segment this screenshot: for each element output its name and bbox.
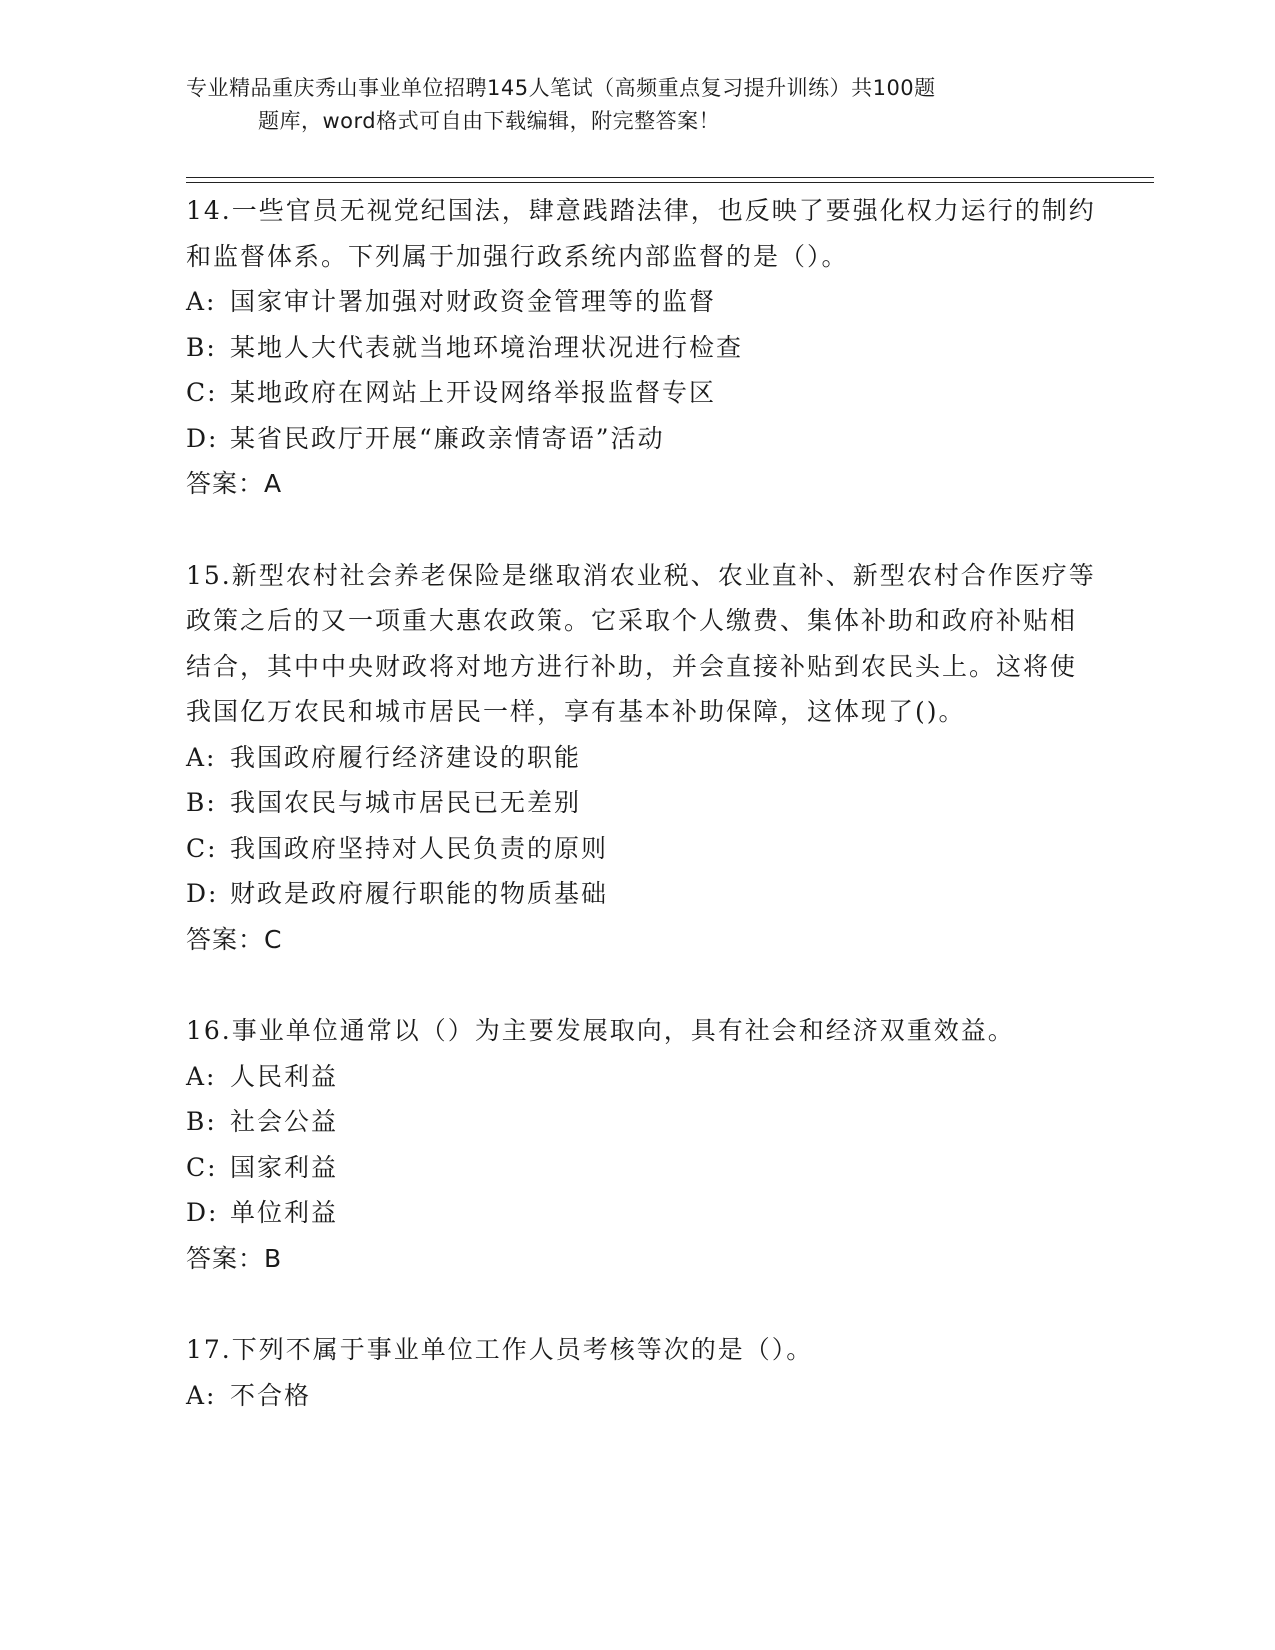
header-title-line2: 题库，word格式可自由下载编辑，附完整答案！	[258, 109, 721, 133]
question-text: 14.一些官员无视党纪国法，肆意践踏法律，也反映了要强化权力运行的制约和监督体系。下列属于加强行政系统内部监督的是（）。	[186, 196, 1096, 271]
option-text: 不合格	[230, 1380, 312, 1410]
option-text: 我国政府坚持对人民负责的原则	[230, 833, 609, 863]
header-title-line1: 专业精品重庆秀山事业单位招聘145人笔试（高频重点复习提升训练）共100题	[186, 76, 936, 100]
option-letter: C:	[186, 1152, 218, 1182]
option-text: 社会公益	[230, 1107, 339, 1136]
option-text: 单位利益	[230, 1198, 339, 1227]
option-text: 我国政府履行经济建设的职能	[230, 742, 582, 772]
option-a	[186, 735, 1096, 781]
option-a	[186, 1054, 1096, 1100]
option-letter: A:	[186, 742, 217, 772]
option-a	[186, 279, 1096, 325]
question-16	[186, 1008, 1096, 1281]
option-letter: D:	[186, 879, 219, 908]
option-text: 某省民政厅开展“廉政亲情寄语”活动	[230, 423, 665, 453]
option-letter: A:	[186, 287, 217, 316]
option-letter: A:	[186, 1061, 217, 1091]
option-text: 人民利益	[230, 1061, 339, 1091]
option-letter: B:	[186, 1107, 217, 1136]
answer-line: 答案：A	[186, 469, 283, 498]
option-text: 国家审计署加强对财政资金管理等的监督	[230, 287, 717, 316]
answer-line: 答案：C	[186, 924, 283, 954]
document-header	[186, 72, 1086, 138]
header-rule-top	[186, 177, 1154, 178]
header-rule-bottom	[186, 182, 1154, 183]
question-list	[186, 188, 1096, 1464]
option-text: 我国农民与城市居民已无差别	[230, 788, 582, 817]
option-letter: D:	[186, 1198, 219, 1227]
option-letter: D:	[186, 423, 219, 453]
option-d	[186, 871, 1096, 917]
option-letter: C:	[186, 833, 218, 863]
option-text: 国家利益	[230, 1152, 339, 1182]
option-b	[186, 1099, 1096, 1145]
option-text: 某地人大代表就当地环境治理状况进行检查	[230, 332, 744, 362]
option-d	[186, 416, 1096, 462]
option-letter: C:	[186, 378, 218, 407]
option-letter: B:	[186, 788, 217, 817]
option-letter: A:	[186, 1380, 217, 1410]
question-text: 15.新型农村社会养老保险是继取消农业税、农业直补、新型农村合作医疗等政策之后的又一项重大惠农政策。它采取个人缴费、集体补助和政府补贴相结合，其中中央财政将对地方进行补助，并会直接补贴到农民头上。这将使我国亿万农民和城市居民一样，享有基本补助保障，这体现了()。	[186, 560, 1096, 726]
option-text: 财政是政府履行职能的物质基础	[230, 879, 609, 908]
option-c	[186, 370, 1096, 416]
option-b	[186, 325, 1096, 371]
option-c	[186, 826, 1096, 872]
option-a	[186, 1373, 1096, 1419]
question-15	[186, 553, 1096, 963]
question-17	[186, 1327, 1096, 1418]
answer-line: 答案：B	[186, 1243, 283, 1273]
option-text: 某地政府在网站上开设网络举报监督专区	[230, 378, 717, 407]
option-b	[186, 780, 1096, 826]
question-text: 16.事业单位通常以（）为主要发展取向，具有社会和经济双重效益。	[186, 1016, 1015, 1045]
question-14	[186, 188, 1096, 507]
option-d	[186, 1190, 1096, 1236]
option-c	[186, 1145, 1096, 1191]
option-letter: B:	[186, 332, 217, 362]
question-text: 17.下列不属于事业单位工作人员考核等次的是（）。	[186, 1335, 814, 1364]
